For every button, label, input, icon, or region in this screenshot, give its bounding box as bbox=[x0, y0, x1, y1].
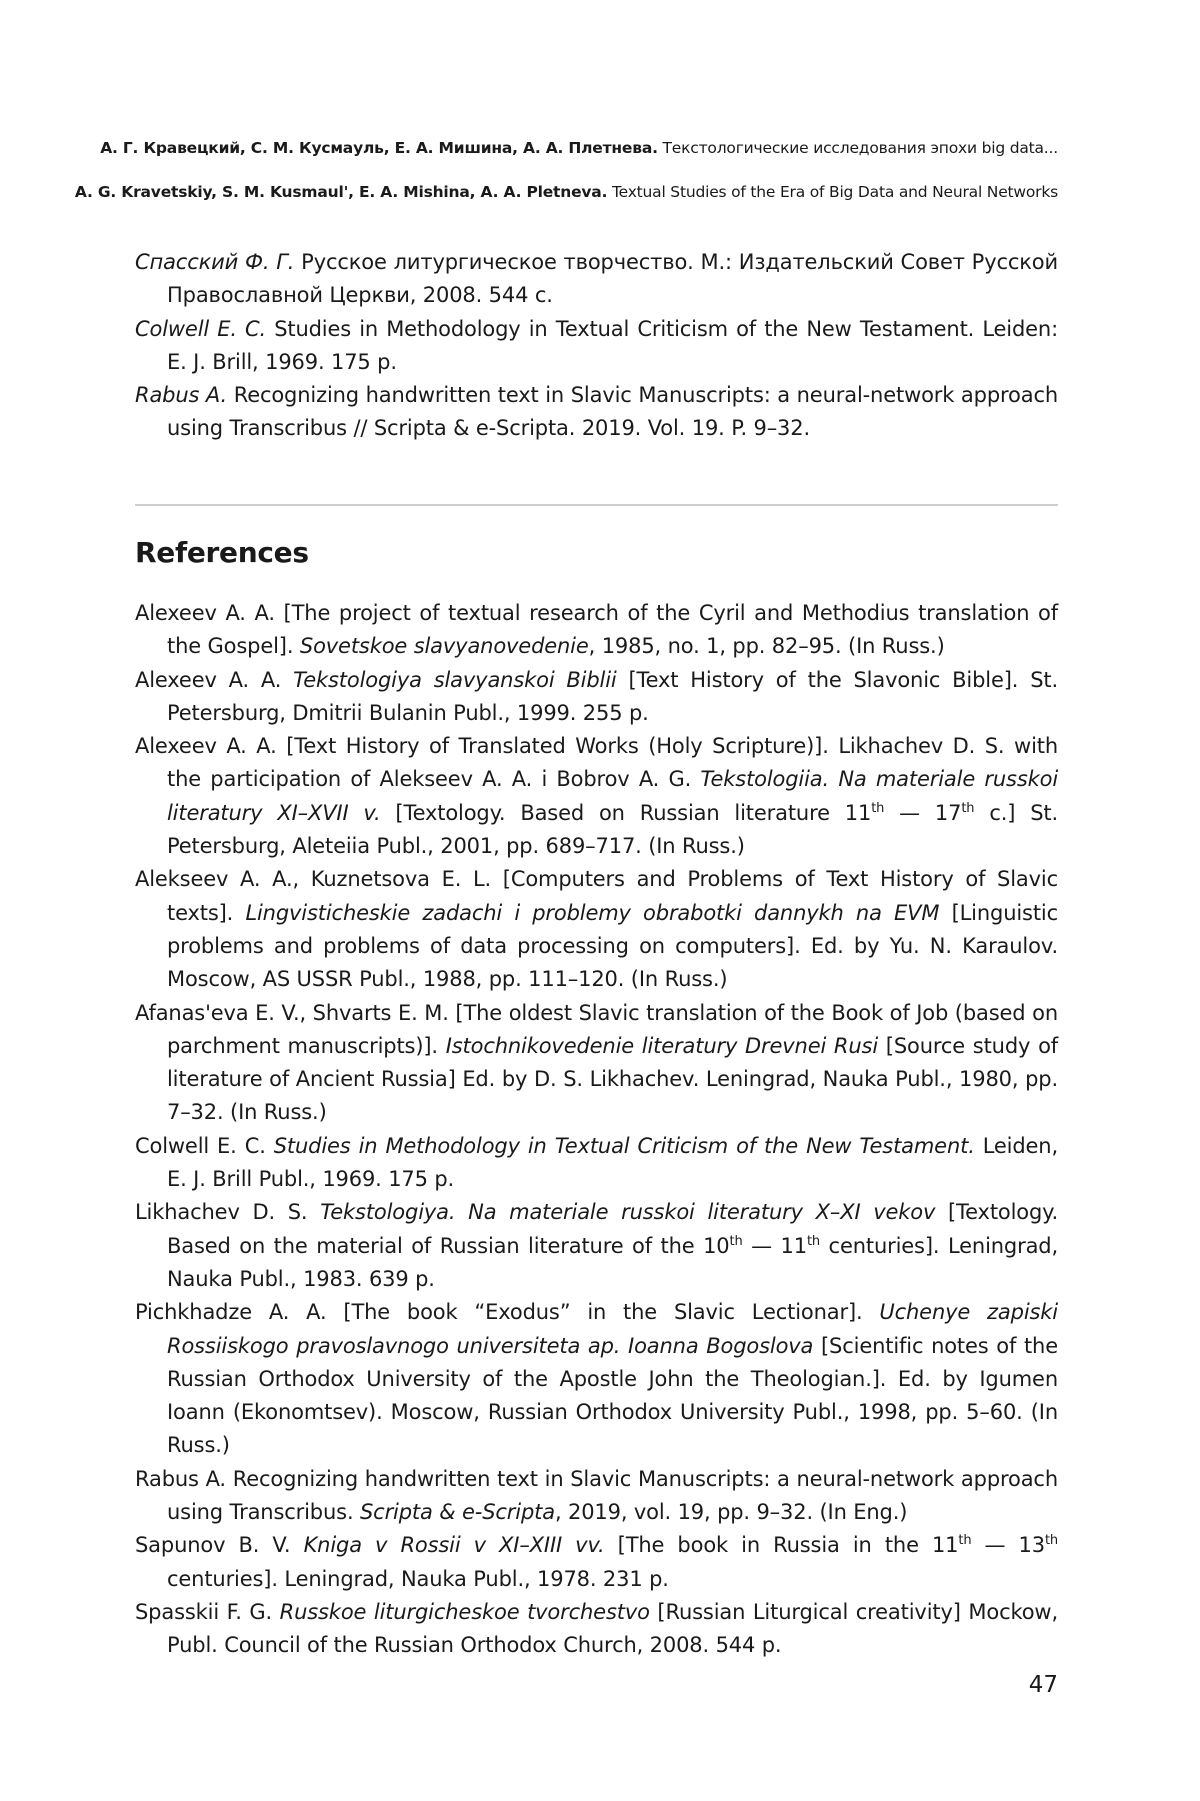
bibliography-list bbox=[135, 246, 1058, 446]
reference-entry: Sapunov B. V. Kniga v Rossii v XI–XIII vv. [The book in Russia in the 11th — 13th centuries]. Leningrad, Nauka Publ., 1978. 231 p. bbox=[135, 1533, 1058, 1591]
en-title: Textual Studies of the Era of Big Data and Neural Networks bbox=[612, 183, 1058, 201]
reference-entry: Colwell E. C. Studies in Methodology in Textual Criticism of the New Testament. Leiden, E. J. Brill Publ., 1969. 175 p. bbox=[135, 1133, 1058, 1192]
page-number: 47 bbox=[1028, 1672, 1058, 1698]
ru-authors: А. Г. Кравецкий, С. М. Кусмауль, Е. А. Мишина, А. А. Плетнева. bbox=[100, 139, 658, 157]
reference-entry: Alexeev A. A. [The project of textual research of the Cyril and Methodius translation of the Gospel]. Sovetskoe slavyanovedenie, 1985, no. 1, pp. 82–95. (In Russ.) bbox=[135, 601, 1058, 659]
reference-entry: Alexeev A. A. [Text History of Translated Works (Holy Scripture)]. Likhachev D. S. with the participation of Alekseev A. A. i Bobrov A. G. Tekstologiia. Na materiale russkoi literatury XI–XVII v. [Textology. Based on Russian literature 11th — 17th c.] St. Petersburg, Aleteiia Publ., 2001, pp. 689–717. (In Russ.) bbox=[135, 734, 1058, 859]
references-heading: References bbox=[135, 536, 309, 569]
reference-entry: Likhachev D. S. Tekstologiya. Na materiale russkoi literatury X–XI vekov [Textology. Based on the material of Russian literature of the 10th — 11th centuries]. Leningrad, Nauka Publ., 1983. 639 p. bbox=[135, 1200, 1058, 1291]
bibliography-entry: Спасский Ф. Г. Русское литургическое творчество. М.: Издательский Совет Русской Православной Церкви, 2008. 544 с. bbox=[135, 250, 1058, 308]
reference-entry: Spasskii F. G. Russkoe liturgicheskoe tvorchestvo [Russian Liturgical creativity] Mockow, Publ. Council of the Russian Orthodox Church, 2008. 544 p. bbox=[135, 1599, 1058, 1658]
running-header-ru bbox=[75, 126, 1058, 170]
bibliography-entry: Colwell E. C. Studies in Methodology in Textual Criticism of the New Testament. Leiden: E. J. Brill, 1969. 175 p. bbox=[135, 316, 1058, 374]
bibliography-entry: Rabus A. Recognizing handwritten text in Slavic Manuscripts: a neural-network approach using Transcribus // Scripta & e-Scripta. 2019. Vol. 19. P. 9–32. bbox=[135, 383, 1058, 441]
references-list bbox=[135, 597, 1058, 1663]
running-header-en bbox=[75, 170, 1058, 214]
reference-entry: Pichkhadze A. A. [The book “Exodus” in the Slavic Lectionar]. Uchenye zapiski Rossiiskogo pravoslavnogo universiteta ap. Ioanna Bogoslova [Scientific notes of the Russian Orthodox University of the Apostle John the Theologian.]. Ed. by Igumen Ioann (Ekonomtsev). Moscow, Russian Orthodox University Publ., 1998, pp. 5–60. (In Russ.) bbox=[135, 1300, 1058, 1458]
running-header bbox=[75, 126, 1058, 214]
reference-entry: Alekseev A. A., Kuznetsova E. L. [Computers and Problems of Text History of Slavic texts]. Lingvisticheskie zadachi i problemy obrabotki dannykh na EVM [Linguistic problems and problems of data processing on computers]. Ed. by Yu. N. Karaulov. Moscow, AS USSR Publ., 1988, pp. 111–120. (In Russ.) bbox=[135, 867, 1059, 992]
ru-title: Текстологические исследования эпохи big data... bbox=[662, 139, 1058, 157]
en-authors: A. G. Kravetskiy, S. M. Kusmaul', E. A. Mishina, A. A. Pletneva. bbox=[74, 183, 608, 201]
reference-entry: Alexeev A. A. Tekstologiya slavyanskoi Biblii [Text History of the Slavonic Bible]. St. Petersburg, Dmitrii Bulanin Publ., 1999. 255 p. bbox=[135, 667, 1058, 725]
reference-entry: Rabus A. Recognizing handwritten text in Slavic Manuscripts: a neural-network approach using Transcribus. Scripta & e-Scripta, 2019, vol. 19, pp. 9–32. (In Eng.) bbox=[135, 1466, 1058, 1525]
reference-entry: Afanas'eva E. V., Shvarts E. M. [The oldest Slavic translation of the Book of Job (based on parchment manuscripts)]. Istochnikovedenie literatury Drevnei Rusi [Source study of literature of Ancient Russia] Ed. by D. S. Likhachev. Leningrad, Nauka Publ., 1980, pp. 7–32. (In Russ.) bbox=[135, 1000, 1059, 1125]
section-divider bbox=[135, 504, 1058, 506]
